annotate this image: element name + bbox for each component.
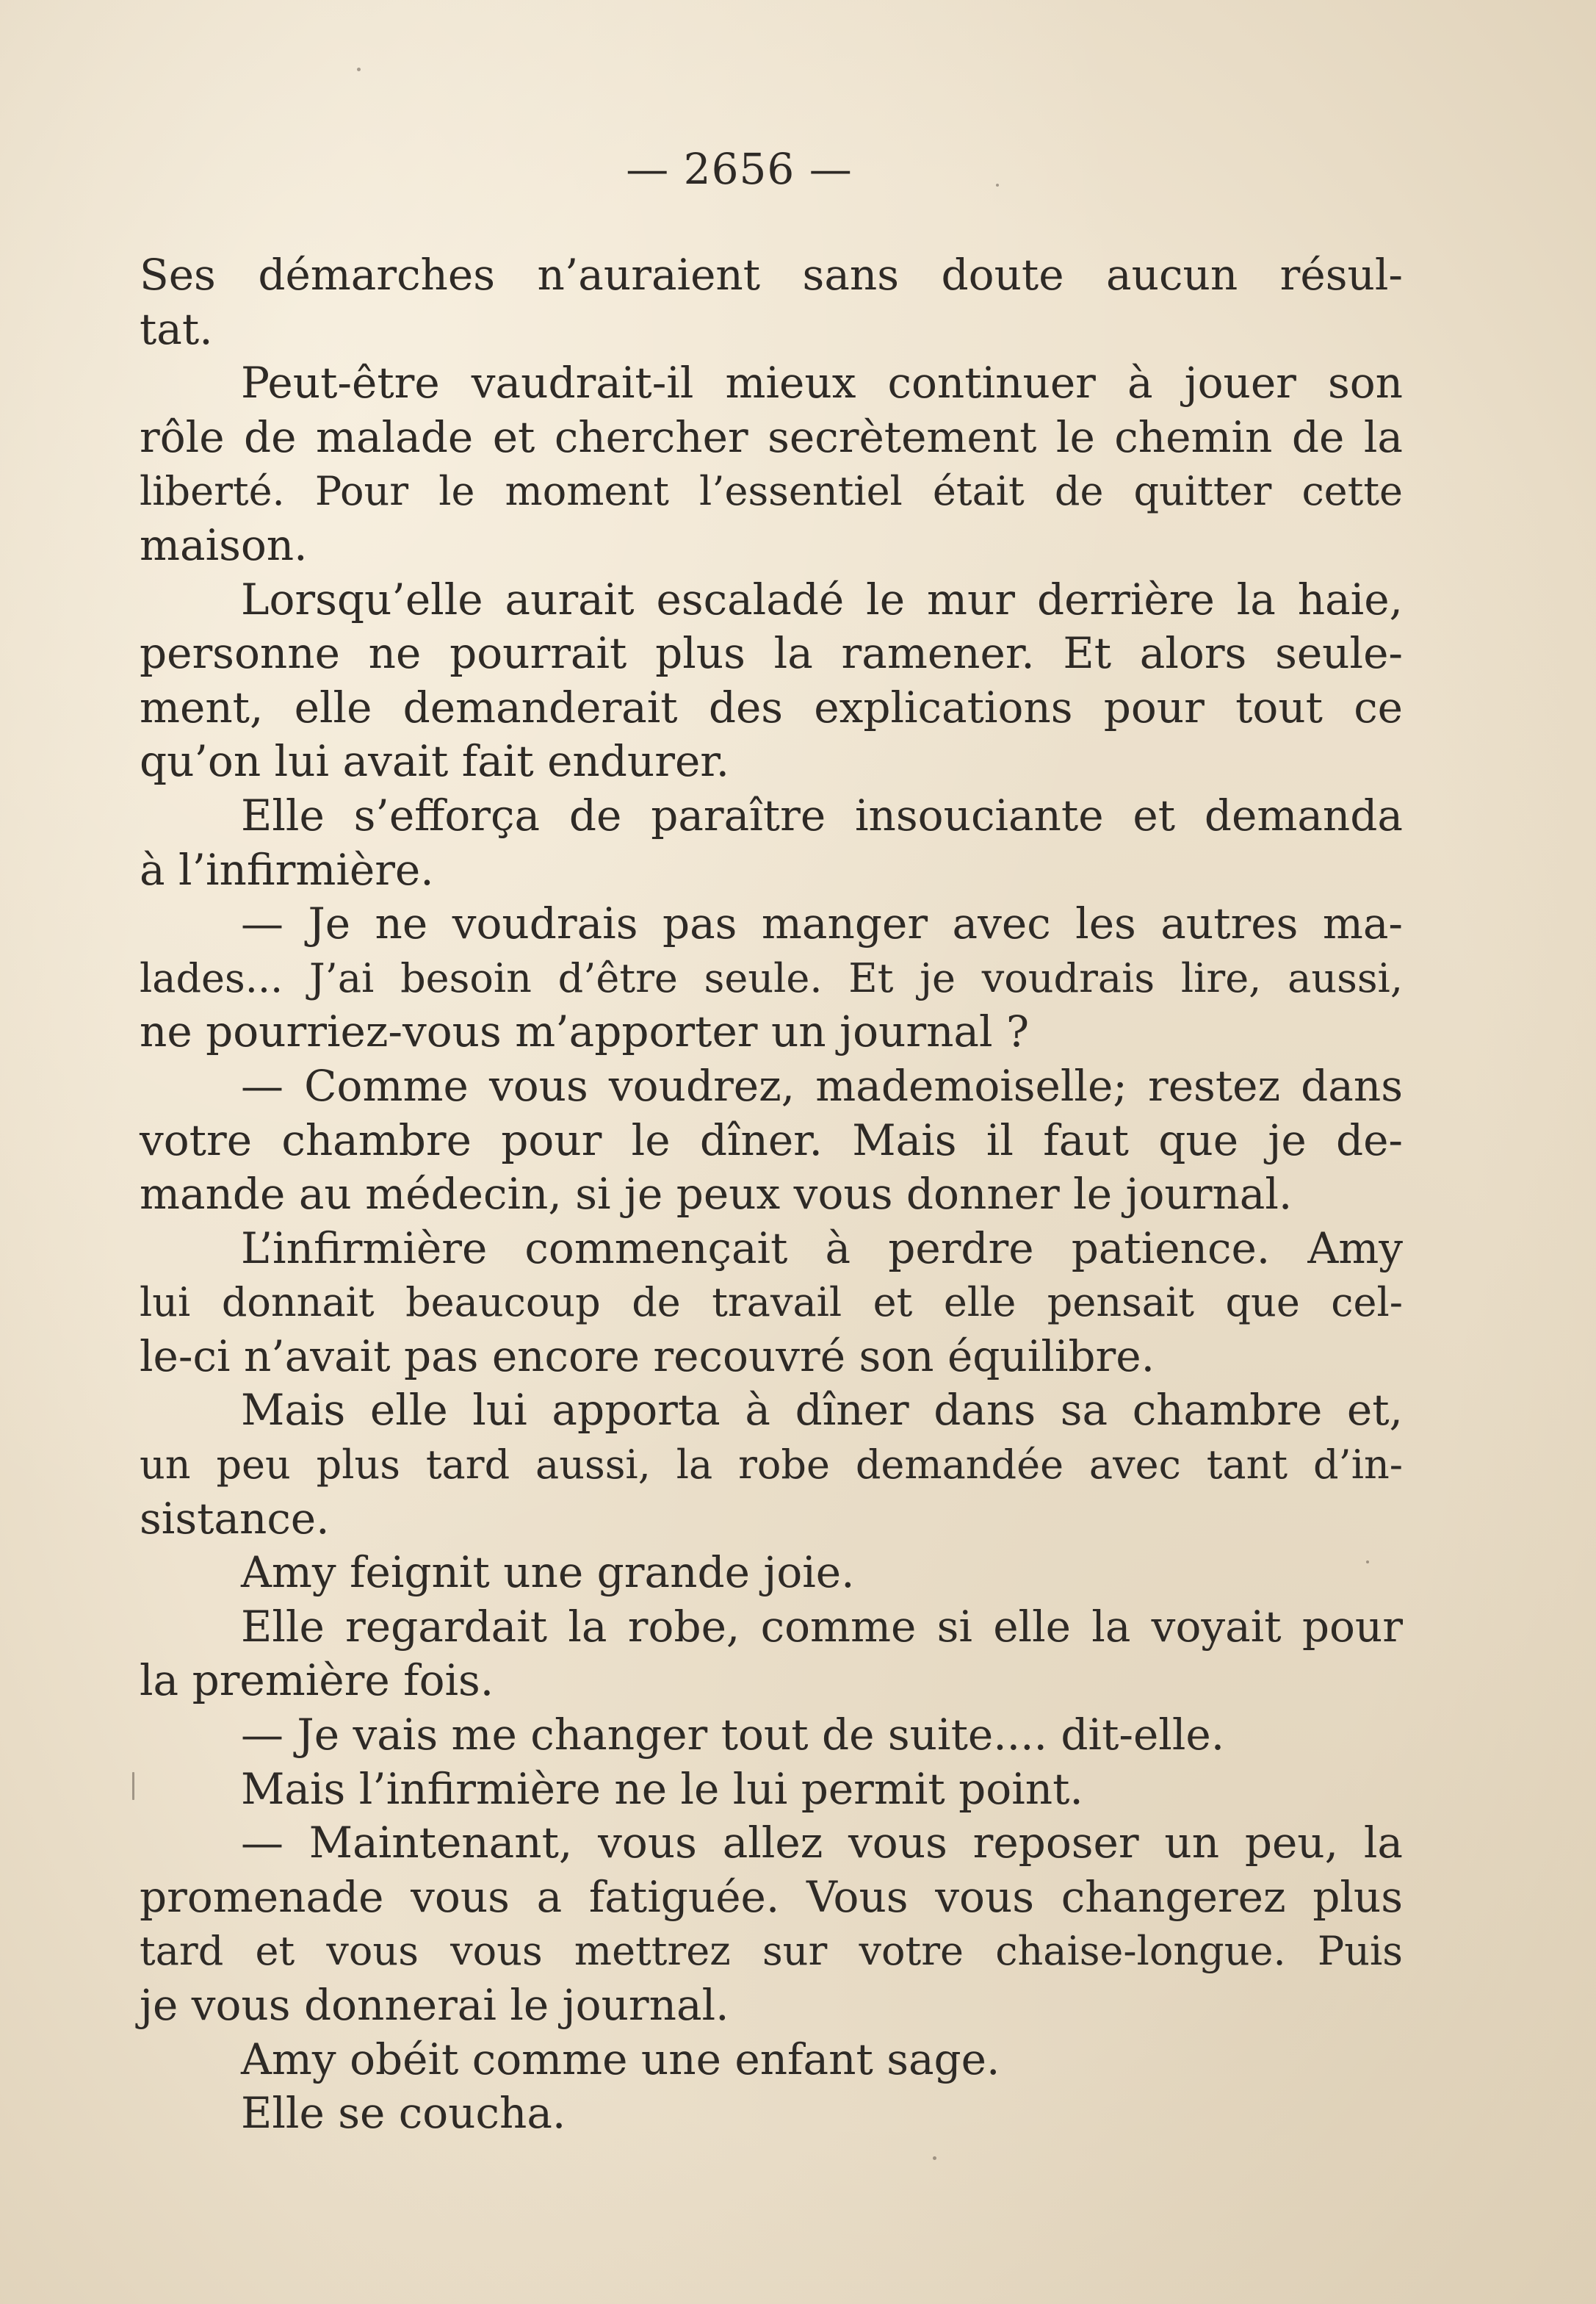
text-line: Peut-être vaudrait-il mieux continuer à jouer son [241, 358, 1403, 408]
text-line: — Maintenant, vous allez vous reposer un peu, la [241, 1818, 1403, 1868]
text-line: la première fois. [140, 1655, 494, 1706]
text-line: — Je ne voudrais pas manger avec les autres ma- [241, 899, 1403, 949]
page-number: — 2656 — [626, 144, 853, 194]
text-line: mande au médecin, si je peux vous donner le journal. [140, 1169, 1293, 1220]
text-line: Elle regardait la robe, comme si elle la voyait pour [241, 1601, 1403, 1652]
text-line: Amy feignit une grande joie. [241, 1547, 855, 1598]
text-line: rôle de malade et chercher secrètement le chemin de la [140, 411, 1403, 462]
text-line: tard et vous vous mettrez sur votre chaise-longue. Puis [140, 1928, 1403, 1975]
text-line: le-ci n’avait pas encore recouvré son équilibre. [140, 1331, 1155, 1381]
text-line: je vous donnerai le journal. [140, 1980, 729, 2030]
text-line: lui donnait beaucoup de travail et elle pensait que cel- [140, 1279, 1403, 1326]
text-line: Lorsqu’elle aurait escaladé le mur derrière la haie, [241, 574, 1403, 624]
text-line: sistance. [140, 1493, 330, 1544]
text-line: à l’infirmière. [140, 844, 434, 895]
text-line: votre chambre pour le dîner. Mais il faut que je de- [140, 1115, 1403, 1165]
text-line: personne ne pourrait plus la ramener. Et alors seule- [140, 628, 1403, 679]
paper-speck [996, 184, 999, 187]
text-line: Mais l’infirmière ne le lui permit point. [241, 1763, 1083, 1814]
text-line: tat. [140, 303, 213, 354]
text-line: Amy obéit comme une enfant sage. [241, 2034, 1000, 2084]
text-line: Elle se coucha. [241, 2088, 566, 2139]
text-line: liberté. Pour le moment l’essentiel était de quitter cette [140, 468, 1403, 515]
body-text [140, 248, 1403, 2141]
text-line: Mais elle lui apporta à dîner dans sa chambre et, [241, 1385, 1403, 1436]
text-line: — Comme vous voudrez, mademoiselle; restez dans [241, 1060, 1403, 1111]
paper-speck [933, 2156, 936, 2160]
text-line: maison. [140, 519, 308, 570]
text-line: Elle s’efforça de paraître insouciante et demanda [241, 790, 1403, 840]
paper-speck [357, 68, 361, 71]
text-line: lades... J’ai besoin d’être seule. Et je voudrais lire, aussi, [140, 954, 1403, 1001]
text-line: promenade vous a fatiguée. Vous vous changerez plus [140, 1871, 1403, 1922]
text-line: ne pourriez-vous m’apporter un journal ? [140, 1007, 1030, 1057]
text-line: Ses démarches n’auraient sans doute aucun résul- [140, 250, 1403, 300]
paper-speck [132, 1772, 134, 1800]
text-line: un peu plus tard aussi, la robe demandée avec tant d’in- [140, 1441, 1403, 1488]
text-line: ment, elle demanderait des explications pour tout ce [140, 682, 1403, 732]
text-line: qu’on lui avait fait endurer. [140, 736, 730, 787]
paper-speck [1366, 1560, 1369, 1563]
text-line: — Je vais me changer tout de suite.... dit-elle. [241, 1710, 1225, 1760]
text-line: L’infirmière commençait à perdre patience. Amy [241, 1223, 1403, 1273]
